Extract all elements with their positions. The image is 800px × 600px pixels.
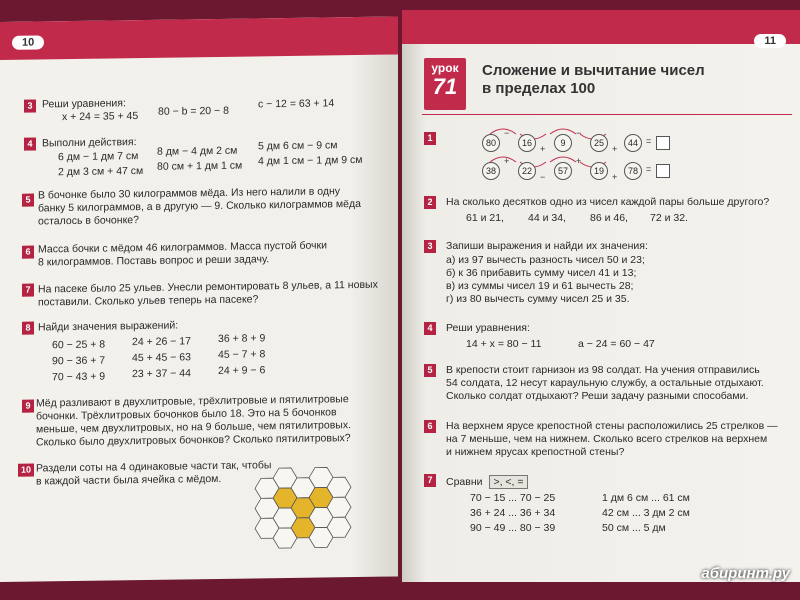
expression: 4 дм 1 см − 1 дм 9 см: [258, 153, 363, 168]
right-page-header-band: [402, 10, 800, 44]
lesson-badge: [424, 58, 466, 110]
problem-text-line: меньше, чем двухлитровых, но на 9 больше, чем пятилитровых.: [36, 419, 351, 436]
expression: 80 см + 1 дм 1 см: [157, 159, 243, 173]
exercise-number: 1: [424, 132, 436, 145]
equation: 80 − b = 20 − 8: [158, 104, 229, 118]
operation-sign: =: [646, 136, 652, 146]
equation: x + 24 = 35 + 45: [62, 110, 139, 124]
problem-text-line: 8 килограммов. Поставь вопрос и реши задачу.: [38, 253, 270, 269]
problem-text-line: Сколько было двухлитровых бочонков? Сколько пятилитровых?: [36, 432, 351, 449]
exercise-label: Выполни действия:: [42, 136, 137, 150]
expression: 6 дм − 1 дм 7 см: [58, 150, 139, 164]
exercise-number: 4: [424, 322, 436, 335]
exercise-label: Найди значения выражений:: [38, 319, 179, 334]
expression: 24 + 9 − 6: [218, 364, 266, 377]
comparison: 90 − 49 ... 80 − 39: [470, 522, 556, 534]
chain-number: 9: [554, 134, 572, 152]
operation-sign: +: [504, 156, 510, 166]
task-line: г) из 80 вычесть сумму чисел 25 и 35.: [446, 293, 630, 305]
comparison: 42 см ... 3 дм 2 см: [602, 507, 690, 519]
problem-text-line: 54 солдата, 12 несут караульную службу, а остальные отдыхают.: [446, 377, 764, 389]
expression: 2 дм 3 см + 47 см: [58, 164, 144, 179]
problem-text-line: В бочонке было 30 килограммов мёда. Из него налили в одну: [38, 185, 341, 202]
answer-box[interactable]: [656, 164, 670, 178]
number-pair: 44 и 34,: [528, 212, 566, 224]
comparison: 70 − 15 ... 70 − 25: [470, 492, 556, 504]
lesson-title-line: в пределах 100: [482, 80, 596, 97]
task-line: б) к 36 прибавить сумму чисел 41 и 13;: [446, 267, 637, 279]
answer-box[interactable]: [656, 136, 670, 150]
title-underline: [422, 114, 792, 115]
comparison: 50 см ... 5 дм: [602, 522, 666, 534]
operation-sign: −: [540, 172, 546, 182]
lesson-word: урок: [431, 61, 459, 75]
expression: 8 дм − 4 дм 2 см: [157, 144, 238, 158]
operation-sign: −: [576, 128, 582, 138]
problem-text-line: на 7 меньше, чем на нижнем. Сколько всего стрелков на верхнем: [446, 433, 768, 445]
problem-text-line: На сколько десятков одно из чисел каждой пары больше другого?: [446, 196, 770, 208]
problem-text-line: На пасеке было 25 ульев. Унесли ремонтировать 8 ульев, а 11 новых: [38, 278, 378, 296]
problem-text-line: осталось в бочонке?: [38, 214, 139, 228]
exercise-number: 6: [22, 246, 34, 259]
expression: 5 дм 6 см − 9 см: [258, 139, 338, 153]
chain-number: 22: [518, 162, 536, 180]
operation-sign: +: [576, 156, 582, 166]
left-page: [0, 16, 398, 582]
problem-text-line: и нижнем ярусах крепостной стены?: [446, 446, 625, 458]
exercise-number: 2: [424, 196, 436, 209]
exercise-label: [446, 475, 528, 489]
left-page-header-band: [0, 16, 398, 60]
compare-label: Сравни: [446, 476, 483, 488]
exercise-number: 3: [24, 99, 36, 112]
equation: 14 + x = 80 − 11: [466, 338, 542, 350]
expression: 23 + 37 − 44: [132, 367, 191, 381]
chain-number: 16: [518, 134, 536, 152]
exercise-label: Реши уравнения:: [42, 97, 126, 111]
expression: 45 − 7 + 8: [218, 348, 266, 361]
expression: 70 − 43 + 9: [52, 370, 106, 384]
right-page-number: 11: [754, 34, 786, 48]
problem-text-line: Масса бочки с мёдом 46 килограммов. Масса пустой бочки: [38, 239, 327, 256]
expression: 90 − 36 + 7: [52, 354, 106, 368]
exercise-number: 7: [424, 474, 436, 487]
chain-number: 25: [590, 134, 608, 152]
exercise-number: 10: [18, 464, 34, 477]
exercise-label: Запиши выражения и найди их значения:: [446, 240, 648, 252]
number-pair: 86 и 46,: [590, 212, 628, 224]
problem-text-line: банку 5 килограммов, а в другую — 9. Сколько килограммов мёда: [38, 197, 361, 215]
compare-signs: >, <, =: [489, 475, 527, 489]
comparison: 36 + 24 ... 36 + 34: [470, 507, 556, 519]
problem-text-line: бочонки. Трёхлитровых бочонков было 18. Это на 5 бочонков: [36, 406, 337, 423]
problem-text-line: В крепости стоит гарнизон из 98 солдат. На учения отправились: [446, 364, 760, 376]
operation-sign: +: [612, 144, 618, 154]
exercise-number: 6: [424, 420, 436, 433]
exercise-number: 7: [22, 284, 34, 297]
operation-sign: +: [540, 144, 546, 154]
expression: 36 + 8 + 9: [218, 332, 266, 345]
equation: a − 24 = 60 − 47: [578, 338, 655, 350]
chain-number: 57: [554, 162, 572, 180]
honeycomb-figure: [244, 465, 354, 551]
problem-text-line: в каждой части была ячейка с мёдом.: [36, 472, 222, 488]
watermark: абиринт.ру: [701, 565, 790, 582]
lesson-title: [482, 62, 705, 98]
problem-text-line: поставили. Сколько ульев теперь на пасеке?: [38, 293, 259, 309]
exercise-number: 4: [24, 137, 36, 150]
problem-text-line: Мёд разливают в двухлитровые, трёхлитровые и пятилитровые: [36, 393, 349, 410]
task-line: а) из 97 вычесть разность чисел 50 и 23;: [446, 254, 645, 266]
expression: 60 − 25 + 8: [52, 338, 106, 352]
operation-sign: −: [504, 128, 510, 138]
number-pair: 61 и 21,: [466, 212, 504, 224]
problem-text-line: Сколько солдат отдыхают? Реши задачу разными способами.: [446, 390, 749, 402]
chain-number: 80: [482, 134, 500, 152]
number-pair: 72 и 32.: [650, 212, 688, 224]
comparison: 1 дм 6 см ... 61 см: [602, 492, 690, 504]
exercise-number: 3: [424, 240, 436, 253]
exercise-number: 9: [22, 400, 34, 413]
chain-number: 38: [482, 162, 500, 180]
expression: 45 + 45 − 63: [132, 351, 191, 365]
operation-sign: +: [612, 172, 618, 182]
operation-sign: =: [646, 164, 652, 174]
chain-number: 78: [624, 162, 642, 180]
task-line: в) из суммы чисел 19 и 61 вычесть 28;: [446, 280, 634, 292]
lesson-title-line: Сложение и вычитание чисел: [482, 62, 705, 79]
exercise-number: 5: [424, 364, 436, 377]
expression: 24 + 26 − 17: [132, 335, 191, 349]
problem-text-line: Раздели соты на 4 одинаковые части так, чтобы: [36, 459, 272, 475]
problem-text-line: На верхнем ярусе крепостной стены расположились 25 стрелков —: [446, 420, 778, 432]
exercise-number: 5: [22, 194, 34, 207]
exercise-label: Реши уравнения:: [446, 322, 530, 334]
left-page-number: 10: [12, 35, 44, 49]
chain-number: 44: [624, 134, 642, 152]
equation: c − 12 = 63 + 14: [258, 97, 335, 111]
lesson-number: 71: [432, 74, 458, 99]
exercise-number: 8: [22, 322, 34, 335]
right-page: [402, 10, 800, 582]
chain-number: 19: [590, 162, 608, 180]
